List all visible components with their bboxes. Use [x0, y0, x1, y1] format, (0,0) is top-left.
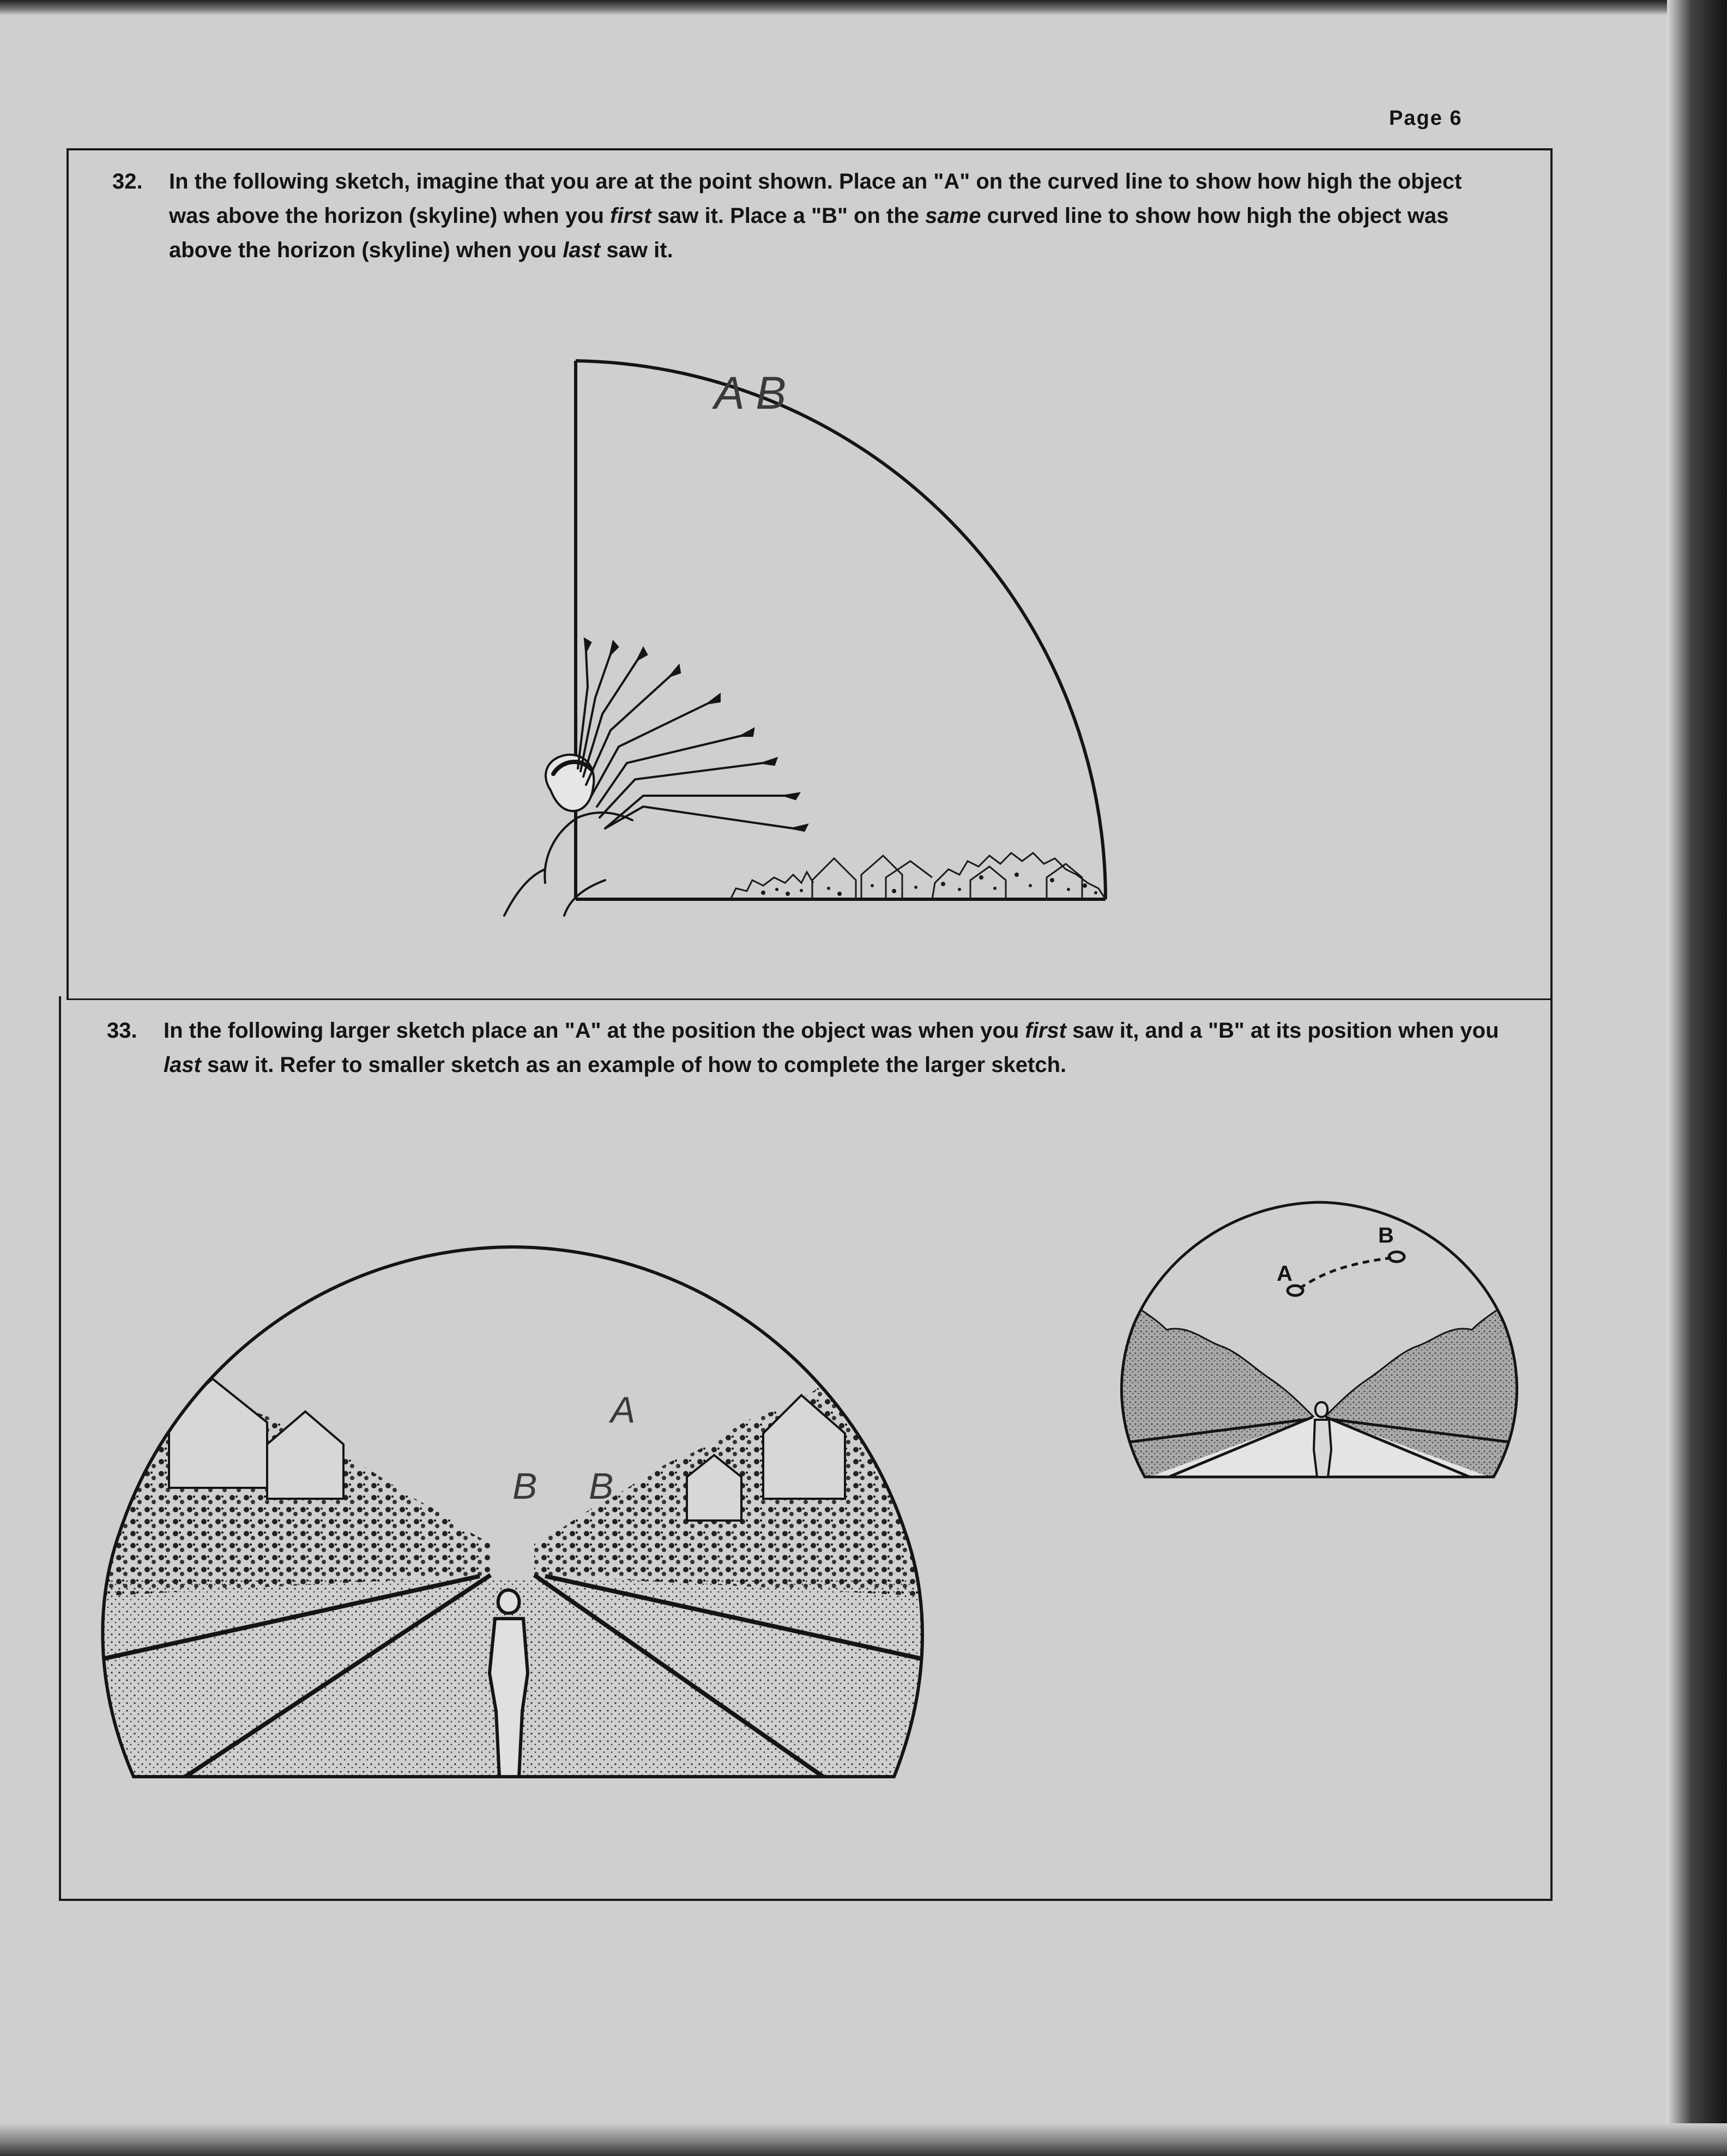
example-object-a	[1288, 1286, 1303, 1295]
handwritten-mark-b-1: B	[512, 1465, 538, 1507]
handwritten-mark-b-2: B	[589, 1465, 614, 1507]
quarter-circle-sketch	[480, 338, 1123, 948]
scan-edge-bottom	[0, 2123, 1727, 2156]
example-label-b: B	[1378, 1224, 1394, 1247]
example-label-a: A	[1277, 1262, 1293, 1286]
question-32-text	[112, 165, 1508, 268]
question-32-body: In the following sketch, imagine that you are at the point shown. Place an "A" on the curved line to show how high the object was above the horizon (skyline) when you first saw it. Place a "B" on the same curved line to show how high the object was above the horizon (skyline) when you last saw it.	[169, 169, 1462, 262]
example-object-b	[1389, 1252, 1404, 1262]
handwritten-mark-a-b: A B	[714, 367, 787, 419]
curved-answer-line[interactable]	[576, 361, 1106, 899]
question-33-text	[107, 1014, 1535, 1082]
handwritten-mark-a: A	[611, 1389, 636, 1431]
large-street-scene-sketch	[87, 1183, 938, 1788]
question-32-number: 32.	[112, 169, 143, 193]
page-number: Page 6	[1389, 107, 1463, 130]
example-trajectory-line	[1300, 1258, 1391, 1288]
question-33-number: 33.	[107, 1019, 137, 1043]
scan-edge-top	[0, 0, 1727, 15]
question-33-body: In the following larger sketch place an "A" at the position the object was when you first saw it, and a "B" at its position when you last saw it. Refer to smaller sketch as an example of how to complete the larger sketch.	[164, 1019, 1499, 1077]
pointing-person-figure	[504, 639, 807, 916]
small-example-sketch	[1112, 1188, 1526, 1493]
scan-edge-right	[1667, 0, 1727, 2156]
